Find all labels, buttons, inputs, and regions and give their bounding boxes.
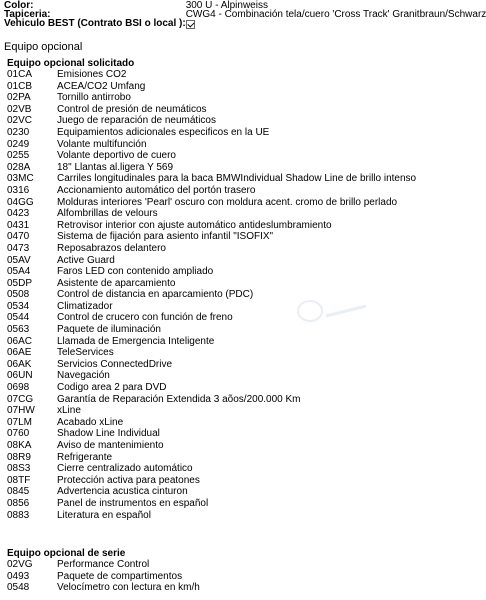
option-code: 0544: [7, 312, 30, 324]
option-code: 07LM: [7, 416, 33, 428]
option-code: 08TF: [7, 474, 31, 486]
option-code: 02VB: [7, 103, 32, 115]
option-description: Carriles longitudinales para la baca BMWIndividual Shadow Line de brillo intenso: [57, 173, 417, 185]
option-description: Emisiones CO2: [57, 69, 127, 80]
option-row: [7, 359, 416, 371]
best-vehicle-label: Vehiculo BEST (Contrato BSI o local ):: [4, 18, 186, 29]
option-code: 07CG: [7, 393, 34, 405]
option-code: 0845: [7, 486, 30, 498]
option-description: Navegación: [57, 370, 110, 382]
option-row: [7, 312, 416, 324]
option-row: [7, 417, 416, 429]
option-row: [7, 255, 416, 267]
option-row: [7, 510, 416, 522]
option-description: Refrigerante: [57, 451, 113, 463]
option-code: 0760: [7, 428, 30, 440]
requested-options-list: [7, 69, 416, 521]
option-description: Shadow Line Individual: [57, 428, 160, 440]
option-row: [7, 208, 416, 220]
option-description: Control de presión de neumáticos: [57, 103, 207, 115]
option-description: Retrovisor interior con ajuste automático antideslumbramiento: [57, 219, 332, 231]
option-code: 08S3: [7, 463, 31, 475]
option-code: 0493: [7, 570, 30, 582]
option-description: ACEA/CO2 Umfang: [57, 80, 146, 92]
option-row: [7, 243, 416, 255]
option-description: Protección activa para peatones: [57, 474, 200, 486]
option-row: [7, 301, 416, 313]
section-title: Equipo opcional: [4, 41, 83, 53]
option-description: Alfombrillas de velours: [57, 208, 158, 220]
option-row: [7, 266, 416, 278]
option-code: 05DP: [7, 277, 33, 289]
option-code: 06AK: [7, 358, 32, 370]
option-description: Accionamiento automático del portón trasero: [57, 184, 256, 196]
option-row: [7, 394, 416, 406]
option-row: [7, 104, 416, 116]
upholstery-label: Tapiceria:: [4, 9, 51, 20]
best-vehicle-checkbox[interactable]: [186, 20, 195, 29]
option-description: Tornillo antirrobo: [57, 92, 131, 104]
option-description: TeleServices: [57, 347, 114, 359]
option-description: Control de crucero con función de freno: [57, 312, 233, 324]
color-value: 300 U - Alpinweiss: [185, 0, 268, 11]
option-description: Cierre centralizado automático: [57, 463, 193, 475]
option-description: 18" Llantas al.ligera Y 569: [57, 161, 174, 173]
option-row: [7, 115, 416, 127]
option-description: Juego de reparación de neumáticos: [57, 115, 216, 127]
option-description: Literatura en español: [57, 509, 151, 521]
option-description: Equipamientos adicionales especificos en la UE: [57, 126, 270, 138]
option-row: [7, 197, 416, 209]
option-row: [7, 278, 416, 290]
option-description: Faros LED con contenido ampliado: [57, 266, 214, 278]
option-description: Acabado xLine: [57, 416, 124, 428]
option-description: Garantía de Reparación Extendida 3 aõos/200.000 Km: [57, 393, 301, 405]
option-row: [7, 452, 416, 464]
option-row: [7, 336, 416, 348]
option-description: Molduras interiores 'Pearl' oscuro con moldura acent. cromo de brillo perlado: [57, 196, 398, 208]
option-code: 0548: [7, 582, 30, 594]
option-description: Paquete de iluminación: [57, 324, 161, 336]
option-code: 0249: [7, 138, 30, 150]
option-code: 04GG: [7, 196, 34, 208]
option-row: [7, 463, 416, 475]
option-row: [7, 289, 416, 301]
option-description: Panel de instrumentos en español: [57, 497, 209, 509]
option-code: 02PA: [7, 92, 31, 104]
option-description: Active Guard: [57, 254, 115, 266]
option-row: [7, 92, 416, 104]
option-row: [7, 440, 416, 452]
option-row: [7, 370, 416, 382]
option-row: [7, 173, 416, 185]
option-row: [7, 127, 416, 139]
option-description: Performance Control: [57, 559, 150, 570]
upholstery-value: CWG4 - Combinación tela/cuero 'Cross Track' Granitbraun/Schwarz: [185, 9, 486, 20]
option-row: [7, 220, 416, 232]
option-code: 0230: [7, 126, 30, 138]
option-description: Sistema de fijación para asiento infantil "ISOFIX": [57, 231, 274, 243]
option-row: [7, 559, 200, 571]
color-label: Color:: [4, 0, 34, 11]
option-description: Control de distancia en aparcamiento (PDC): [57, 289, 254, 301]
option-code: 0856: [7, 497, 30, 509]
vehicle-info-table: [4, 1, 486, 30]
option-code: 0883: [7, 509, 30, 521]
option-row: [7, 185, 416, 197]
info-row-best: [4, 19, 486, 30]
option-code: 07HW: [7, 405, 35, 417]
option-description: Servicios ConnectedDrive: [57, 358, 173, 370]
option-code: 0563: [7, 324, 30, 336]
option-code: 0508: [7, 289, 30, 301]
option-row: [7, 405, 416, 417]
option-description: Advertencia acustica cinturon: [57, 486, 188, 498]
option-row: [7, 150, 416, 162]
option-row: [7, 347, 416, 359]
option-code: 08R9: [7, 451, 31, 463]
option-code: 06AC: [7, 335, 33, 347]
option-code: 05AV: [7, 254, 31, 266]
option-row: [7, 486, 416, 498]
option-code: 03MC: [7, 173, 34, 185]
option-code: 0423: [7, 208, 30, 220]
option-description: Climatizador: [57, 300, 113, 312]
option-code: 06AE: [7, 347, 32, 359]
option-code: 01CA: [7, 69, 33, 80]
option-row: [7, 428, 416, 440]
option-description: Paquete de compartimentos: [57, 570, 183, 582]
option-code: 0534: [7, 300, 30, 312]
option-code: 0473: [7, 242, 30, 254]
option-row: [7, 81, 416, 93]
option-row: [7, 69, 416, 81]
option-row: [7, 582, 200, 594]
option-description: Asistente de aparcamiento: [57, 277, 176, 289]
option-code: 0470: [7, 231, 30, 243]
option-code: 028A: [7, 161, 31, 173]
option-code: 02VG: [7, 559, 33, 570]
option-row: [7, 324, 416, 336]
option-row: [7, 162, 416, 174]
option-description: Aviso de mantenimiento: [57, 440, 164, 451]
standard-options-list: [7, 559, 200, 594]
option-description: Llamada de Emergencia Inteligente: [57, 335, 215, 347]
option-code: 0255: [7, 150, 30, 162]
option-code: 06UN: [7, 370, 33, 382]
option-description: Codigo area 2 para DVD: [57, 382, 167, 394]
option-code: 0316: [7, 184, 30, 196]
option-row: [7, 139, 416, 151]
option-row: [7, 498, 416, 510]
option-description: Volante multifunción: [57, 138, 147, 150]
option-code: 01CB: [7, 80, 33, 92]
option-row: [7, 231, 416, 243]
option-code: 08KA: [7, 440, 32, 451]
option-description: Volante deportivo de cuero: [57, 150, 176, 162]
option-code: 02VC: [7, 115, 33, 127]
option-row: [7, 475, 416, 487]
option-code: 0698: [7, 382, 30, 394]
option-row: [7, 571, 200, 583]
requested-options-title: Equipo opcional solicitado: [7, 58, 135, 69]
standard-options-title: Equipo opcional de serie: [7, 548, 126, 559]
option-code: 05A4: [7, 266, 31, 278]
option-description: Reposabrazos delantero: [57, 242, 166, 254]
option-description: xLine: [57, 405, 81, 417]
option-code: 0431: [7, 219, 30, 231]
option-row: [7, 382, 416, 394]
option-description: Velocímetro con lectura en km/h: [57, 582, 200, 594]
